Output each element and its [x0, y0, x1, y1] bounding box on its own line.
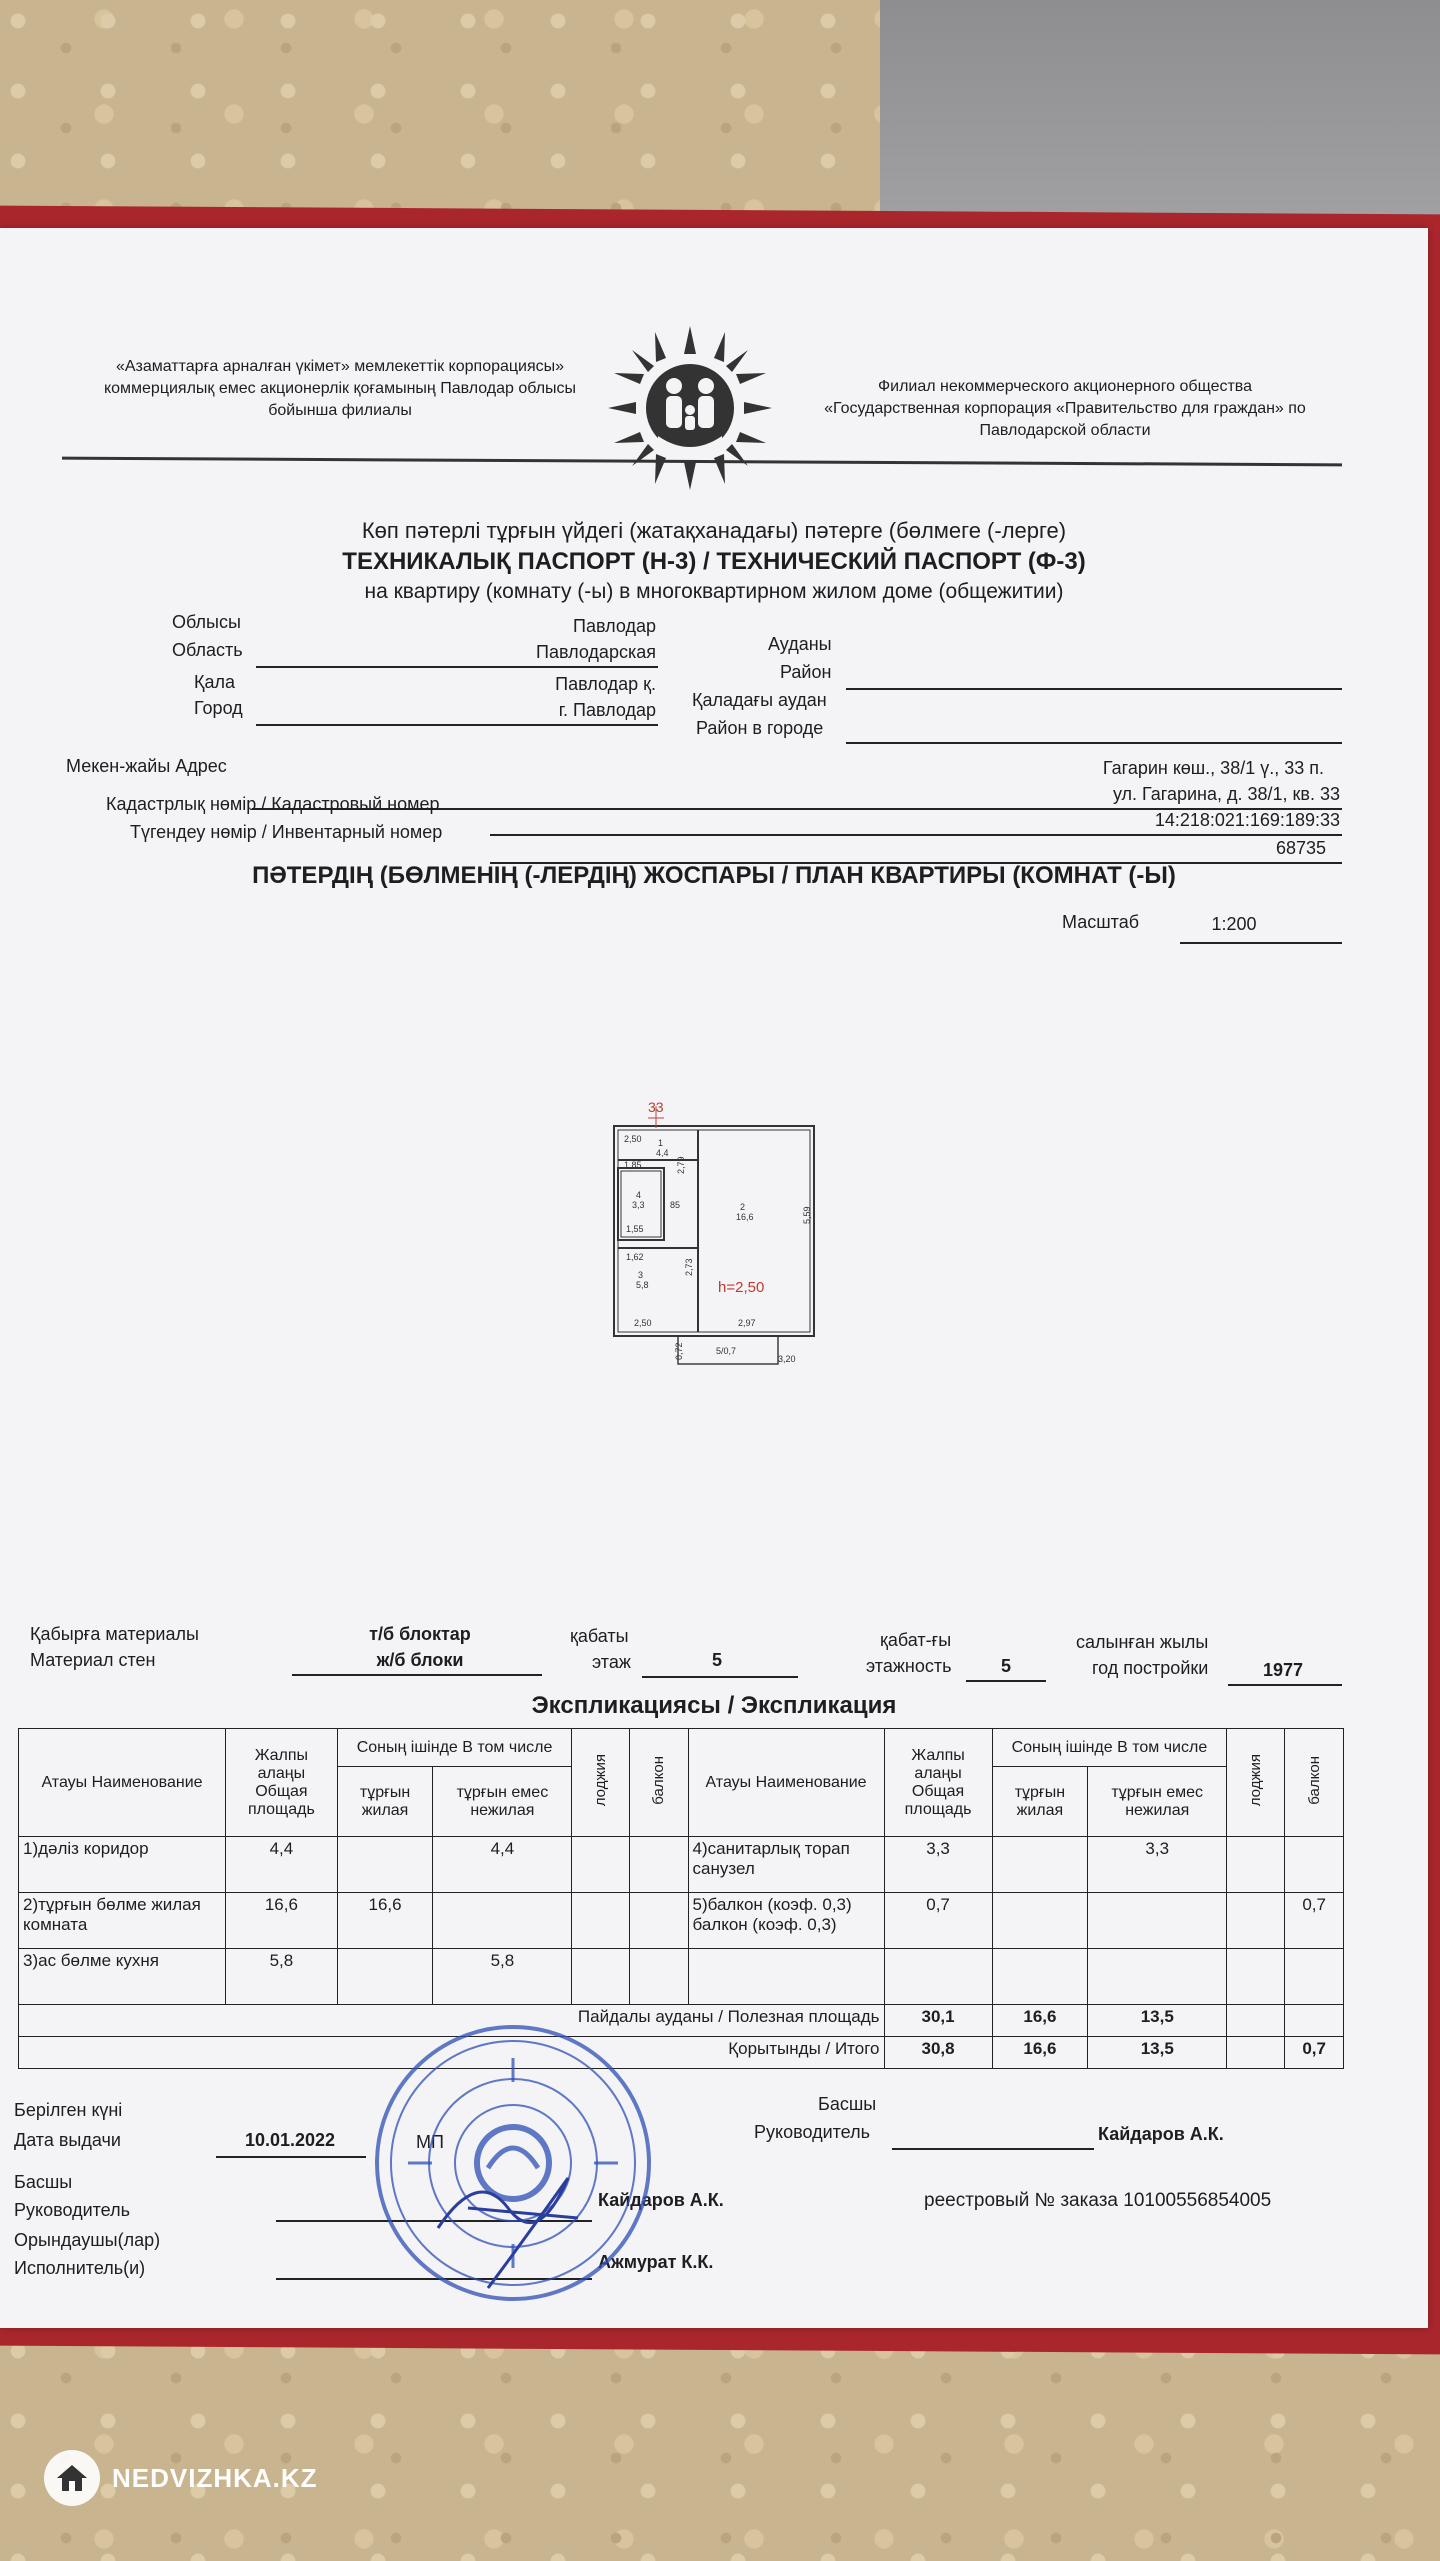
- label-right-head-ru: Руководитель: [754, 2122, 870, 2142]
- th-balcony-right: балкон: [1285, 1729, 1344, 1837]
- table-row-useful: [19, 2005, 1344, 2037]
- cell-living: [992, 1949, 1088, 2005]
- explication-table: [18, 1728, 1344, 2069]
- table-row: [19, 1837, 1344, 1893]
- value-address-kz: Гагарин көш., 38/1 ү., 33 п.: [1102, 758, 1324, 778]
- cell-loggia: [1227, 1949, 1285, 2005]
- label-qala-kz: Қала: [194, 672, 236, 692]
- th-total-left: Жалпы алаңы Общая площадь: [226, 1729, 338, 1837]
- label-audany-ru: Район: [780, 662, 832, 682]
- underline-year: [1228, 1684, 1342, 1686]
- underline-floor: [642, 1676, 798, 1678]
- table-row: [19, 1949, 1344, 2005]
- table-row-total: [19, 2037, 1344, 2069]
- cell-name: 4)санитарлық торап санузел: [688, 1837, 884, 1893]
- dim-185: 1,85: [624, 1160, 642, 1170]
- underline-issued: [216, 2156, 366, 2158]
- value-oblys-ru: Павлодарская: [536, 642, 656, 662]
- watermark: [44, 2450, 318, 2506]
- dim-85: 85: [670, 1200, 681, 1210]
- cell-balcony: 0,7: [1285, 1893, 1344, 1949]
- th-name-right: Атауы Наименование: [688, 1729, 884, 1837]
- value-year: 1977: [1262, 1660, 1304, 1680]
- value-wall-ru: ж/б блоки: [376, 1650, 464, 1670]
- cell-total: 3,3: [884, 1837, 992, 1893]
- cell-nonliving: [433, 1893, 572, 1949]
- cell-name: 5)балкон (коэф. 0,3) балкон (коэф. 0,3): [688, 1893, 884, 1949]
- underline-floors: [966, 1680, 1046, 1682]
- plan-ceiling-height: h=2,50: [718, 1279, 765, 1296]
- cell-total: 4,4: [226, 1837, 338, 1893]
- value-oblys-kz: Павлодар: [573, 616, 656, 636]
- cell-loggia: [572, 1949, 630, 2005]
- value-qala-kz: Павлодар қ.: [555, 674, 656, 694]
- dim-250-bot: 2,50: [634, 1318, 652, 1328]
- th-loggia-right: лоджия: [1227, 1729, 1285, 1837]
- dim-155: 1,55: [626, 1224, 644, 1234]
- room3-number: 3: [638, 1270, 644, 1280]
- title-ru: на квартиру (комнату (-ы) в многоквартирном жилом доме (общежитии): [364, 580, 1064, 603]
- cell-name: [688, 1949, 884, 2005]
- plan-balcony-label: 5/0,7: [716, 1346, 737, 1356]
- label-scale: Масштаб: [1062, 912, 1140, 932]
- registry-number: реестровый № заказа 10100556854005: [924, 2190, 1272, 2211]
- cell-balcony: [630, 1893, 688, 1949]
- room2-area: 16,6: [736, 1212, 754, 1222]
- explication-title: Экспликациясы / Экспликация: [531, 1692, 897, 1719]
- th-balcony-left: балкон: [630, 1729, 688, 1837]
- value-exec: Ажмурат К.К.: [598, 2252, 714, 2272]
- cell-living: 16,6: [337, 1893, 433, 1949]
- label-qaladagy-ru: Район в городе: [696, 718, 824, 738]
- cell-total: 0,7: [884, 1893, 992, 1949]
- cell-nonliving: 3,3: [1088, 1837, 1227, 1893]
- th-total-right: Жалпы алаңы Общая площадь: [884, 1729, 992, 1837]
- value-qala-ru: г. Павлодар: [558, 700, 656, 720]
- label-oblys-ru: Область: [172, 640, 243, 660]
- value-head: Кайдаров А.К.: [598, 2190, 724, 2210]
- header-left-org: «Азаматтарға арналған үкімет» мемлекеттік корпорациясы» коммерциялық емес акционерлік қоғамының Павлодар облысы бойынша филиалы: [103, 358, 577, 419]
- header-right-org: Филиал некоммерческого акционерного общества «Государственная корпорация «Правительство для граждан» по Павлодарской области: [824, 378, 1306, 439]
- dim-320: 3,20: [778, 1354, 796, 1364]
- label-qala-ru: Город: [194, 698, 243, 718]
- value-wall-kz: т/б блоктар: [369, 1624, 471, 1644]
- table-row: [19, 1893, 1344, 1949]
- cell-nonliving: 5,8: [433, 1949, 572, 2005]
- label-head-ru: Руководитель: [14, 2200, 130, 2220]
- value-issued: 10.01.2022: [244, 2130, 336, 2150]
- th-living-left: тұрғын жилая: [337, 1767, 433, 1837]
- plan-apt-number: 33: [648, 1099, 664, 1115]
- cell-loggia: [1227, 1893, 1285, 1949]
- th-loggia-left: лоджия: [572, 1729, 630, 1837]
- label-right-head-kz: Басшы: [818, 2094, 877, 2114]
- label-oblys-kz: Облысы: [172, 612, 241, 632]
- th-incl-right: Соның ішінде В том числе: [992, 1729, 1227, 1767]
- value-floor: 5: [711, 1650, 722, 1670]
- th-nonliving-left: тұрғын емес нежилая: [433, 1767, 572, 1837]
- cell-nonliving: [1088, 1949, 1227, 2005]
- label-cadastral: Кадастрлық нөмір / Кадастровый номер: [106, 794, 440, 814]
- cell-living: [337, 1837, 433, 1893]
- round-stamp: [368, 2018, 658, 2308]
- cell-name: 1)дәліз коридор: [19, 1837, 226, 1893]
- cell-balcony: [630, 1837, 688, 1893]
- underline-qala: [256, 724, 658, 726]
- sum-nonliving: 13,5: [1088, 2037, 1227, 2069]
- cell-nonliving: [1088, 1893, 1227, 1949]
- value-floors: 5: [1000, 1656, 1011, 1676]
- label-issued-kz: Берілген күні: [14, 2100, 123, 2120]
- document-page: [0, 228, 1428, 2328]
- label-audany-kz: Ауданы: [768, 634, 832, 654]
- cell-balcony: [630, 1949, 688, 2005]
- value-right-head: Кайдаров А.К.: [1098, 2124, 1224, 2144]
- cell-living: [992, 1893, 1088, 1949]
- room3-area: 5,8: [636, 1280, 649, 1290]
- value-scale: 1:200: [1211, 914, 1257, 934]
- useful-living: 16,6: [992, 2005, 1088, 2037]
- label-year-ru: год постройки: [1092, 1658, 1209, 1678]
- sum-total: 30,8: [884, 2037, 992, 2069]
- underline-qaladagy: [846, 742, 1342, 744]
- dim-297: 2,97: [738, 1318, 756, 1328]
- label-exec-kz: Орындаушы(лар): [14, 2230, 161, 2250]
- floor-plan: [600, 1098, 840, 1368]
- label-qaladagy-kz: Қаладағы аудан: [692, 690, 827, 710]
- label-year-kz: салынған жылы: [1076, 1632, 1209, 1652]
- room2-number: 2: [740, 1202, 746, 1212]
- cell-name: 2)тұрғын бөлме жилая комната: [19, 1893, 226, 1949]
- th-nonliving-right: тұрғын емес нежилая: [1088, 1767, 1227, 1837]
- title-main: ТЕХНИКАЛЫҚ ПАСПОРТ (Н-3) / ТЕХНИЧЕСКИЙ ПАСПОРТ (Ф-3): [342, 548, 1086, 575]
- label-floor-kz: қабаты: [570, 1626, 629, 1646]
- cell-living: [337, 1949, 433, 2005]
- house-icon: [44, 2450, 100, 2506]
- cell-total: [884, 1949, 992, 2005]
- label-inventory: Түгендеу нөмір / Инвентарный номер: [130, 822, 443, 842]
- value-address-ru: ул. Гагарина, д. 38/1, кв. 33: [1112, 784, 1340, 804]
- useful-total: 30,1: [884, 2005, 992, 2037]
- underline-right-head: [892, 2148, 1094, 2150]
- label-wall-ru: Материал стен: [30, 1650, 156, 1670]
- label-exec-ru: Исполнитель(и): [14, 2258, 146, 2278]
- cell-loggia: [1227, 1837, 1285, 1893]
- th-living-right: тұрғын жилая: [992, 1767, 1088, 1837]
- sun-family-logo: [600, 318, 780, 498]
- dim-279: 2,79: [676, 1156, 686, 1174]
- underline-audany: [846, 688, 1342, 690]
- label-address: Мекен-жайы Адрес: [66, 756, 227, 776]
- cell-nonliving: 4,4: [433, 1837, 572, 1893]
- plan-outer-wall: [614, 1126, 814, 1336]
- plan-heading: ПӘТЕРДІҢ (БӨЛМЕНІҢ (-ЛЕРДІҢ) ЖОСПАРЫ / ПЛАН КВАРТИРЫ (КОМНАТ (-Ы): [252, 862, 1176, 889]
- label-wall-kz: Қабырға материалы: [30, 1624, 199, 1644]
- room1-number: 1: [658, 1138, 664, 1148]
- underline-oblys: [256, 666, 658, 668]
- room1-area: 4,4: [656, 1148, 669, 1158]
- cell-loggia: [572, 1893, 630, 1949]
- cell-total: 5,8: [226, 1949, 338, 2005]
- cell-balcony: [1285, 1949, 1344, 2005]
- label-floors-kz: қабат-ғы: [880, 1630, 952, 1650]
- th-incl-left: Соның ішінде В том числе: [337, 1729, 572, 1767]
- dim-250-top: 2,50: [624, 1134, 642, 1144]
- cell-loggia: [572, 1837, 630, 1893]
- underline-cadastral: [490, 834, 1342, 836]
- label-head-kz: Басшы: [14, 2172, 73, 2192]
- cell-name: 3)ас бөлме кухня: [19, 1949, 226, 2005]
- label-floor-ru: этаж: [592, 1652, 631, 1672]
- total-label: Қорытынды / Итого: [19, 2037, 885, 2069]
- watermark-text: NEDVIZHKA.KZ: [112, 2462, 318, 2493]
- title-kz: Көп пәтерлі тұрғын үйдегі (жатақханадағы) пәтерге (бөлмеге (-лерге): [361, 518, 1067, 543]
- label-issued-ru: Дата выдачи: [14, 2130, 121, 2150]
- label-mp: МП: [416, 2132, 444, 2152]
- cell-total: 16,6: [226, 1893, 338, 1949]
- dim-balc-side: 0,72: [674, 1342, 684, 1360]
- dim-273: 2,73: [684, 1258, 694, 1276]
- useful-nonliving: 13,5: [1088, 2005, 1227, 2037]
- room4-area: 3,3: [632, 1200, 645, 1210]
- dim-162: 1,62: [626, 1252, 644, 1262]
- label-floors-ru: этажность: [866, 1656, 952, 1676]
- sum-balcony: 0,7: [1285, 2037, 1344, 2069]
- cell-balcony: [1285, 1837, 1344, 1893]
- th-name-left: Атауы Наименование: [19, 1729, 226, 1837]
- sum-living: 16,6: [992, 2037, 1088, 2069]
- useful-label: Пайдалы ауданы / Полезная площадь: [19, 2005, 885, 2037]
- cell-living: [992, 1837, 1088, 1893]
- underline-scale: [1180, 942, 1342, 944]
- background-fabric-bottom: [0, 2330, 1440, 2561]
- value-cadastral: 14:218:021:169:189:33: [1154, 810, 1340, 830]
- value-inventory: 68735: [1275, 838, 1326, 858]
- room4-number: 4: [636, 1190, 642, 1200]
- underline-wall: [292, 1674, 542, 1676]
- dim-559: 5,59: [802, 1206, 812, 1224]
